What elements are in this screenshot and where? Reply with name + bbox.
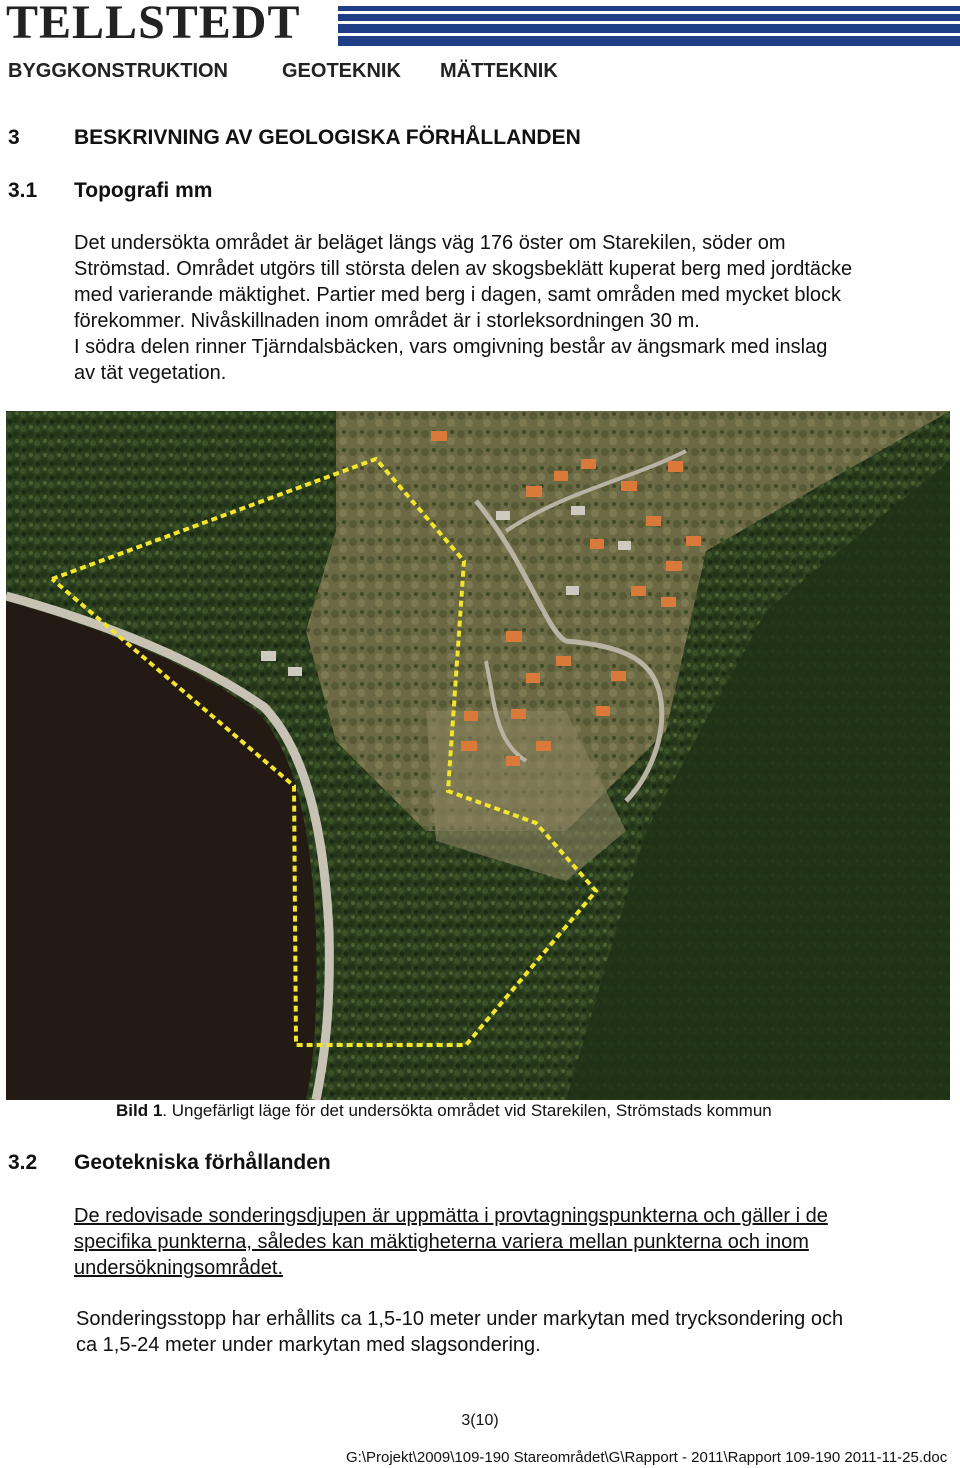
section-3-title: BESKRIVNING AV GEOLOGISKA FÖRHÅLLANDEN — [74, 126, 581, 149]
section-32-title: Geotekniska förhållanden — [74, 1151, 331, 1174]
company-logo-text: TELLSTEDT — [6, 0, 301, 49]
paragraph-line: De redovisade sonderingsdjupen är uppmätta i provtagningspunkterna och gäller i de — [74, 1205, 828, 1227]
logo-stripes — [338, 6, 960, 46]
paragraph-line: med varierande mäktighet. Partier med berg i dagen, samt områden med mycket block — [74, 284, 842, 306]
department-geotechnics: GEOTEKNIK — [282, 60, 401, 82]
topography-paragraph — [74, 230, 954, 386]
section-3-number: 3 — [8, 126, 20, 149]
sounding-paragraph — [76, 1306, 956, 1358]
footer-file-path: G:\Projekt\2009\109-190 Stareområdet\G\Rapport - 2011\Rapport 109-190 2011-11-25.doc — [346, 1449, 948, 1466]
figure-caption-text: . Ungefärligt läge för det undersökta området vid Starekilen, Strömstads kommun — [162, 1101, 772, 1120]
department-construction: BYGGKONSTRUKTION — [8, 60, 228, 82]
aerial-photo — [6, 411, 950, 1100]
paragraph-line: I södra delen rinner Tjärndalsbäcken, vars omgivning består av ängsmark med inslag — [74, 336, 828, 358]
paragraph-line: ca 1,5-24 meter under markytan med slagsondering. — [76, 1334, 541, 1356]
page-number: 3(10) — [461, 1412, 499, 1429]
paragraph-line: specifika punkterna, således kan mäktigheterna variera mellan punkterna och inom — [74, 1231, 809, 1253]
figure-label: Bild 1 — [116, 1101, 163, 1120]
section-31-number: 3.1 — [8, 179, 38, 202]
department-surveying: MÄTTEKNIK — [440, 60, 558, 82]
paragraph-line: Strömstad. Området utgörs till största delen av skogsbeklätt kuperat berg med jordtäcke — [74, 258, 853, 280]
paragraph-line: av tät vegetation. — [74, 362, 227, 384]
figure-caption — [116, 1101, 772, 1121]
paragraph-line: undersökningsområdet. — [74, 1257, 284, 1279]
section-32-number: 3.2 — [8, 1151, 38, 1174]
paragraph-line: Sonderingsstopp har erhållits ca 1,5-10 meter under markytan med trycksondering och — [76, 1308, 844, 1330]
section-31-title: Topografi mm — [74, 179, 213, 202]
paragraph-line: Det undersökta området är beläget längs väg 176 öster om Starekilen, söder om — [74, 232, 786, 254]
geotechnical-disclaimer-paragraph — [74, 1203, 954, 1281]
paragraph-line: förekommer. Nivåskillnaden inom området är i storleksordningen 30 m. — [74, 310, 700, 332]
